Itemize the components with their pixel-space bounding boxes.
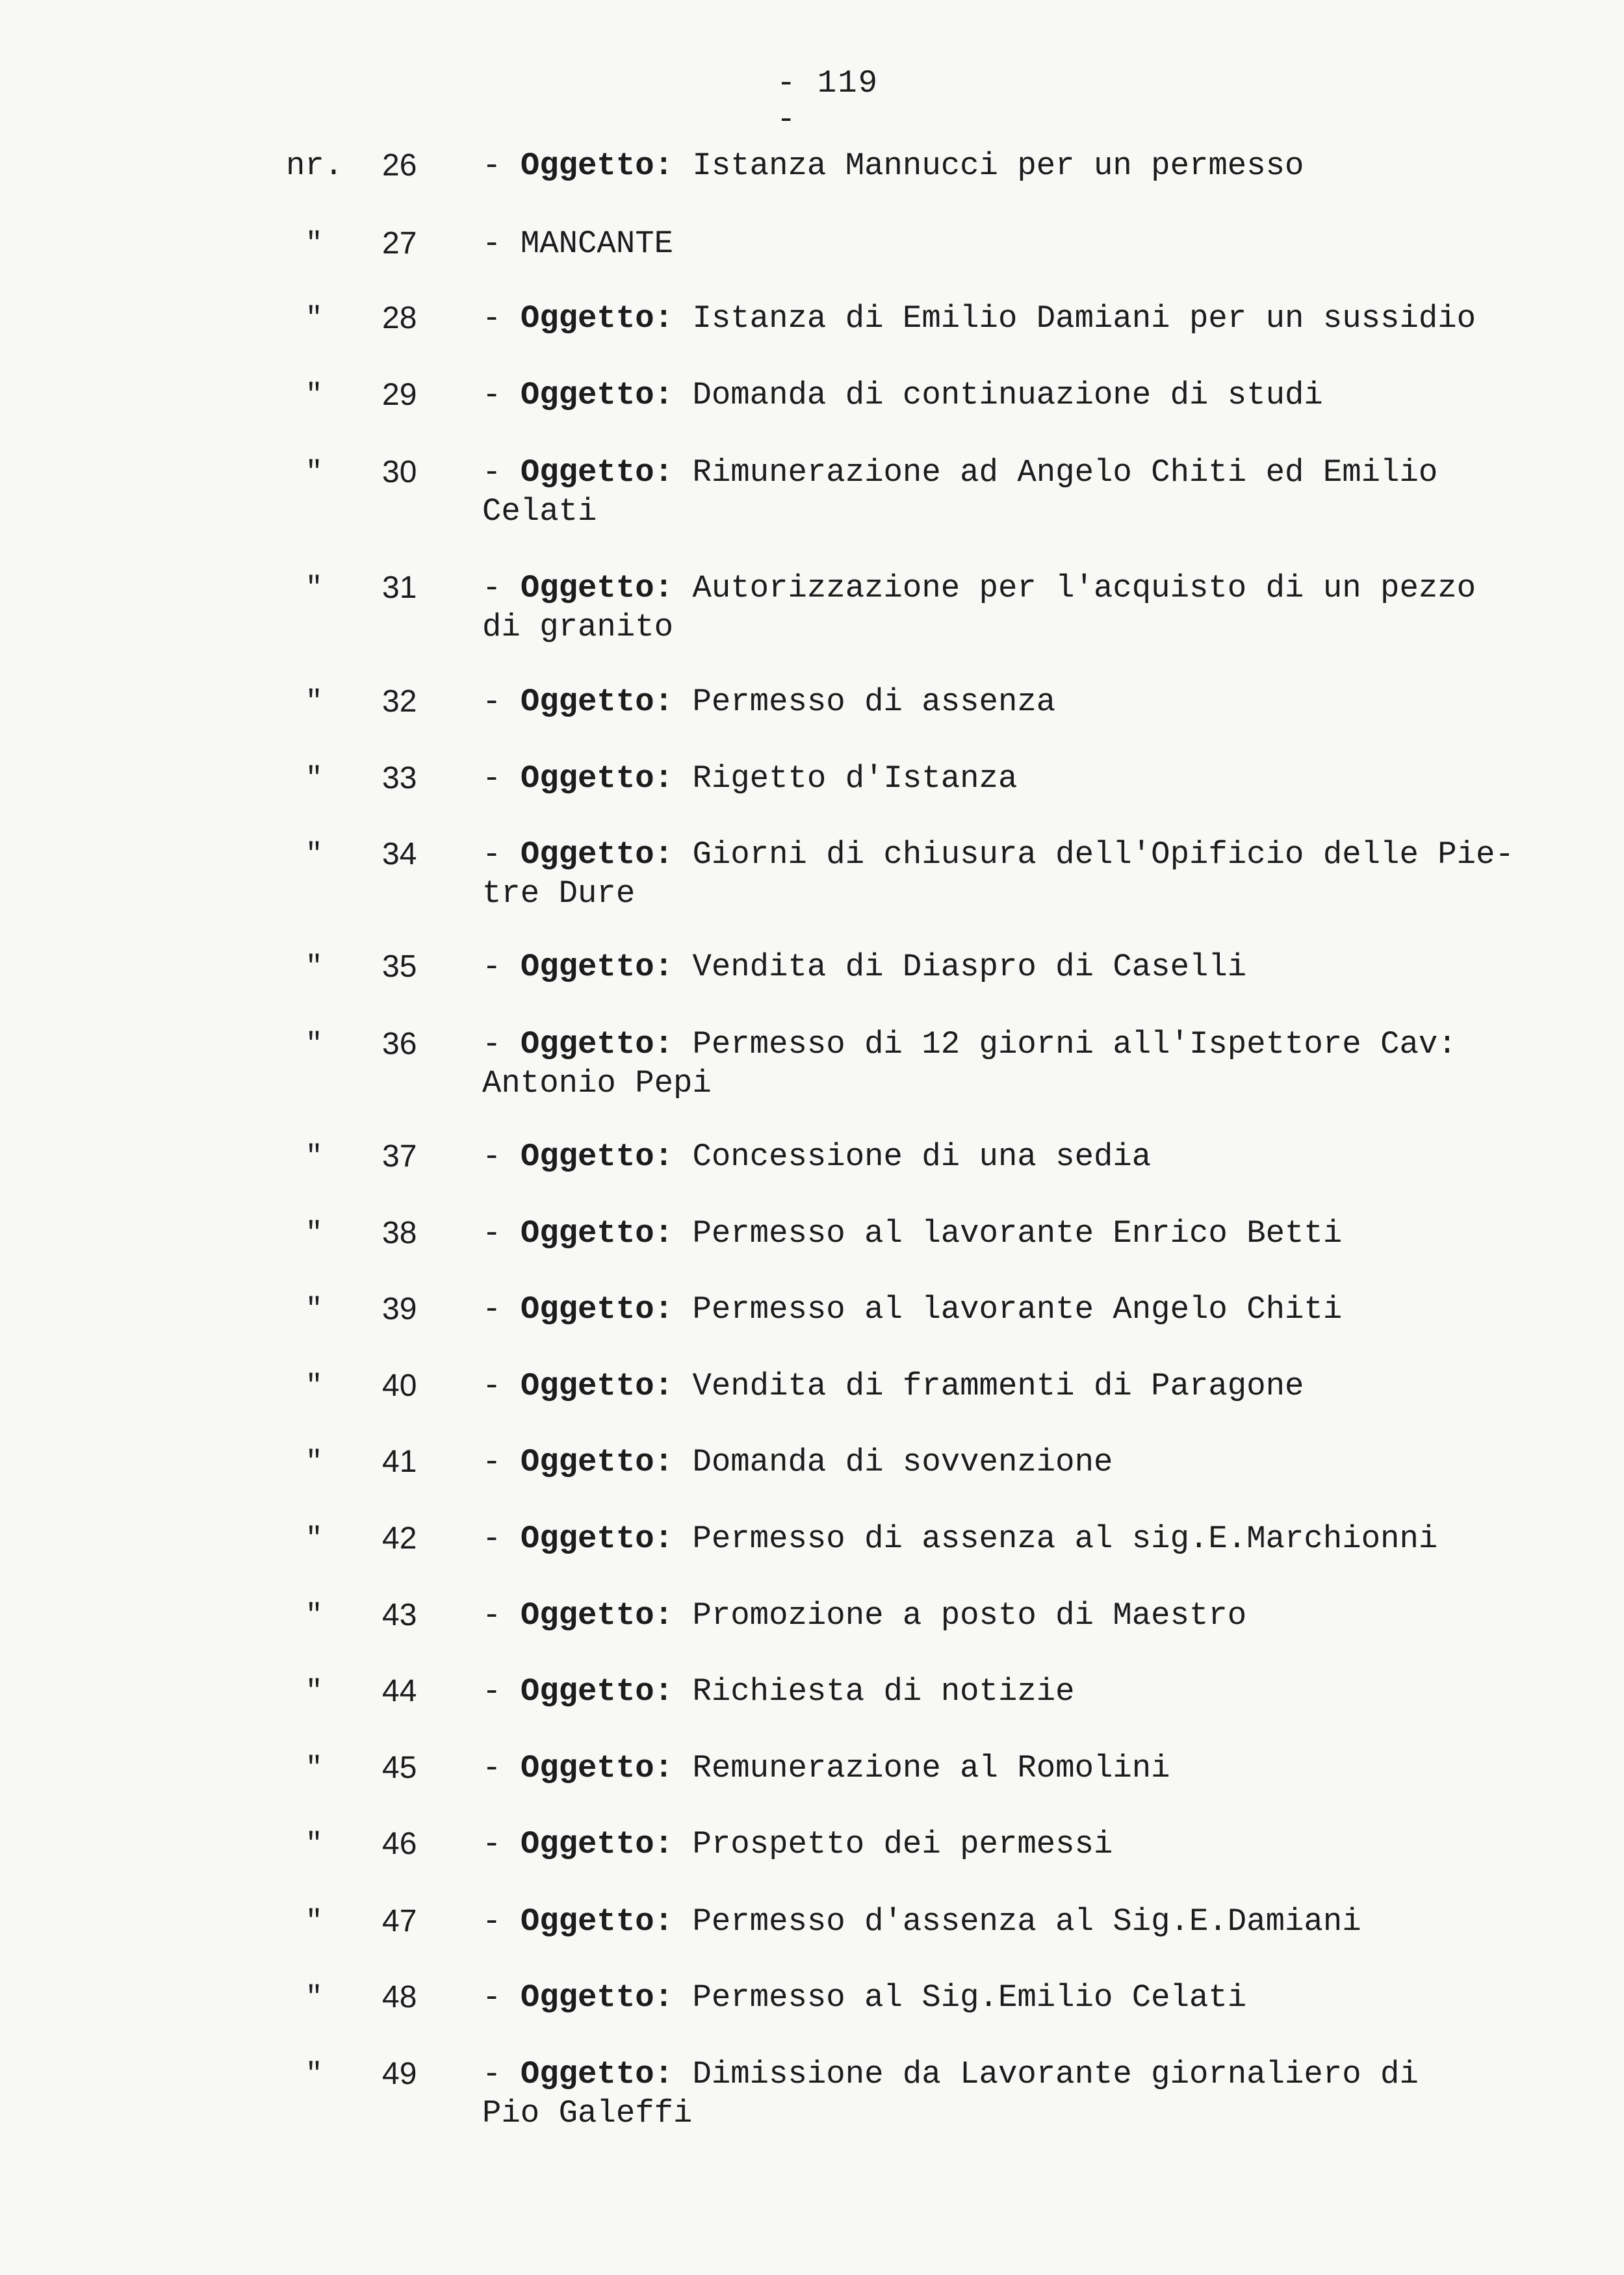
entry-number: 46 (382, 1827, 417, 1861)
ditto-mark: " (305, 456, 323, 489)
ditto-mark: " (305, 1140, 323, 1173)
entry-label: Oggetto: (520, 1673, 674, 1710)
entry-text (482, 1214, 1541, 1253)
ditto-mark: " (305, 838, 323, 871)
entry-text (482, 1825, 1541, 1864)
entry-subject-continuation: tre Dure (482, 875, 636, 912)
ditto-mark: " (305, 951, 323, 983)
entry-text (482, 1290, 1541, 1329)
ditto-mark: " (305, 686, 323, 718)
entry-dash: - (482, 225, 521, 262)
ditto-mark: " (305, 572, 323, 604)
entry-subject: Vendita di Diaspro di Caselli (673, 949, 1247, 985)
entry-number: 44 (382, 1674, 417, 1708)
entry-number: 39 (382, 1292, 417, 1326)
entry-subject-continuation: Pio Galeffi (482, 2095, 693, 2131)
entry-text (482, 682, 1541, 721)
entry-number: 34 (382, 837, 417, 871)
ditto-mark: " (305, 762, 323, 795)
entry-dash: - (482, 1979, 521, 2016)
entry-text (482, 569, 1541, 647)
entry-number: 31 (382, 571, 417, 605)
entry-dash: - (482, 377, 521, 413)
entry-label: Oggetto: (520, 1026, 674, 1062)
entry-number: 42 (382, 1521, 417, 1556)
entry-number: 38 (382, 1216, 417, 1250)
entry-subject: Concessione di una sedia (673, 1138, 1152, 1175)
ditto-mark: " (305, 2058, 323, 2090)
entry-number: 49 (382, 2057, 417, 2091)
entry-label: Oggetto: (520, 949, 674, 985)
entry-text (482, 759, 1541, 798)
entry-subject: MANCANTE (520, 225, 674, 262)
entry-dash: - (482, 148, 521, 184)
entry-text (482, 1443, 1541, 1482)
entry-subject: Domanda di sovvenzione (673, 1444, 1113, 1480)
entry-label: Oggetto: (520, 300, 674, 337)
entry-dash: - (482, 1597, 521, 1634)
entry-label: Oggetto: (520, 1521, 674, 1557)
entry-number: 29 (382, 378, 417, 412)
entry-label: Oggetto: (520, 1215, 674, 1252)
entry-subject: Dimissione da Lavorante giornaliero di (673, 2056, 1419, 2092)
entry-subject-continuation: Celati (482, 493, 597, 530)
entry-dash: - (482, 836, 521, 873)
ditto-mark: " (305, 302, 323, 335)
ditto-mark: " (305, 1599, 323, 1632)
entry-label: Oggetto: (520, 1138, 674, 1175)
entry-text (482, 1137, 1541, 1176)
entry-subject: Richiesta di notizie (673, 1673, 1075, 1710)
entry-subject: Prospetto dei permessi (673, 1826, 1113, 1862)
entry-number: 36 (382, 1027, 417, 1061)
entry-subject: Rimunerazione ad Angelo Chiti ed Emilio (673, 454, 1438, 491)
entry-number: 45 (382, 1751, 417, 1785)
entry-text (482, 1519, 1541, 1558)
entry-number: 47 (382, 1904, 417, 1938)
entry-number: 37 (382, 1139, 417, 1174)
entry-text (482, 1367, 1541, 1406)
entry-label: Oggetto: (520, 1368, 674, 1404)
entry-dash: - (482, 760, 521, 797)
entry-label: Oggetto: (520, 836, 674, 873)
entry-text (482, 1978, 1541, 2017)
entry-subject: Permesso d'assenza al Sig.E.Damiani (673, 1903, 1361, 1940)
entry-dash: - (482, 1444, 521, 1480)
entry-subject: Rigetto d'Istanza (673, 760, 1018, 797)
entry-subject: Domanda di continuazione di studi (673, 377, 1323, 413)
entry-subject: Remunerazione al Romolini (673, 1750, 1170, 1786)
entry-number: 48 (382, 1980, 417, 2014)
entry-number: 32 (382, 684, 417, 719)
entry-label: Oggetto: (520, 1826, 674, 1862)
entry-label: Oggetto: (520, 377, 674, 413)
ditto-mark: " (305, 1028, 323, 1060)
entry-dash: - (482, 1521, 521, 1557)
entry-label: Oggetto: (520, 454, 674, 491)
entry-subject-continuation: Antonio Pepi (482, 1065, 712, 1101)
ditto-mark: " (305, 1905, 323, 1938)
entry-number: 30 (382, 455, 417, 489)
entry-dash: - (482, 1291, 521, 1328)
entry-label: Oggetto: (520, 684, 674, 720)
entry-label: Oggetto: (520, 1979, 674, 2016)
entry-text (482, 299, 1541, 338)
entry-label: Oggetto: (520, 1597, 674, 1634)
entry-dash: - (482, 1903, 521, 1940)
entry-label: Oggetto: (520, 760, 674, 797)
ditto-mark: " (305, 1523, 323, 1555)
entry-subject: Permesso di assenza al sig.E.Marchionni (673, 1521, 1438, 1557)
entry-dash: - (482, 1215, 521, 1252)
entry-dash: - (482, 300, 521, 337)
entry-number: 33 (382, 761, 417, 795)
entry-text (482, 1672, 1541, 1711)
entry-dash: - (482, 454, 521, 491)
entry-text (482, 1902, 1541, 1941)
entry-label: Oggetto: (520, 570, 674, 606)
ditto-mark: " (305, 1981, 323, 2014)
entry-subject: Istanza di Emilio Damiani per un sussidio (673, 300, 1476, 337)
entry-subject-continuation: di granito (482, 609, 674, 645)
entry-number: 27 (382, 226, 417, 261)
entry-subject: Permesso di assenza (673, 684, 1056, 720)
entry-subject: Permesso di 12 giorni all'Ispettore Cav: (673, 1026, 1457, 1062)
entry-label: Oggetto: (520, 1291, 674, 1328)
entry-subject: Promozione a posto di Maestro (673, 1597, 1247, 1634)
entry-dash: - (482, 1673, 521, 1710)
ditto-mark: " (305, 1675, 323, 1708)
entry-text (482, 1025, 1541, 1103)
entry-text (482, 1749, 1541, 1788)
entry-label: Oggetto: (520, 148, 674, 184)
entry-subject: Permesso al lavorante Angelo Chiti (673, 1291, 1343, 1328)
ditto-mark: " (305, 227, 323, 260)
entry-prefix: nr. (286, 148, 344, 184)
entry-subject: Permesso al Sig.Emilio Celati (673, 1979, 1247, 2016)
entry-number: 26 (382, 148, 417, 183)
entry-text (482, 224, 1541, 263)
entry-text (482, 947, 1541, 986)
entry-number: 43 (382, 1598, 417, 1632)
entry-label: Oggetto: (520, 2056, 674, 2092)
entry-dash: - (482, 1368, 521, 1404)
ditto-mark: " (305, 1370, 323, 1402)
ditto-mark: " (305, 379, 323, 411)
entry-dash: - (482, 1026, 521, 1062)
entry-label: Oggetto: (520, 1903, 674, 1940)
entry-dash: - (482, 1138, 521, 1175)
page-number: - 119 - (777, 65, 879, 138)
ditto-mark: " (305, 1828, 323, 1860)
entry-dash: - (482, 2056, 521, 2092)
entry-text (482, 376, 1541, 415)
entry-dash: - (482, 1826, 521, 1862)
ditto-mark: " (305, 1293, 323, 1326)
entry-subject: Giorni di chiusura dell'Opificio delle Pie- (673, 836, 1514, 873)
entry-subject: Vendita di frammenti di Paragone (673, 1368, 1304, 1404)
entry-dash: - (482, 684, 521, 720)
entry-number: 35 (382, 949, 417, 984)
entry-subject: Permesso al lavorante Enrico Betti (673, 1215, 1343, 1252)
entry-dash: - (482, 570, 521, 606)
entry-number: 41 (382, 1445, 417, 1479)
entry-dash: - (482, 949, 521, 985)
entry-subject: Istanza Mannucci per un permesso (673, 148, 1304, 184)
entry-label: Oggetto: (520, 1444, 674, 1480)
entry-text (482, 146, 1541, 185)
entry-label: Oggetto: (520, 1750, 674, 1786)
entry-text (482, 835, 1541, 913)
ditto-mark: " (305, 1217, 323, 1250)
entry-dash: - (482, 1750, 521, 1786)
entry-number: 28 (382, 301, 417, 335)
entry-text (482, 453, 1541, 531)
ditto-mark: " (305, 1446, 323, 1478)
ditto-mark: " (305, 1752, 323, 1784)
entry-text (482, 2055, 1541, 2133)
entry-number: 40 (382, 1369, 417, 1403)
entry-text (482, 1596, 1541, 1635)
entry-subject: Autorizzazione per l'acquisto di un pezzo (673, 570, 1476, 606)
